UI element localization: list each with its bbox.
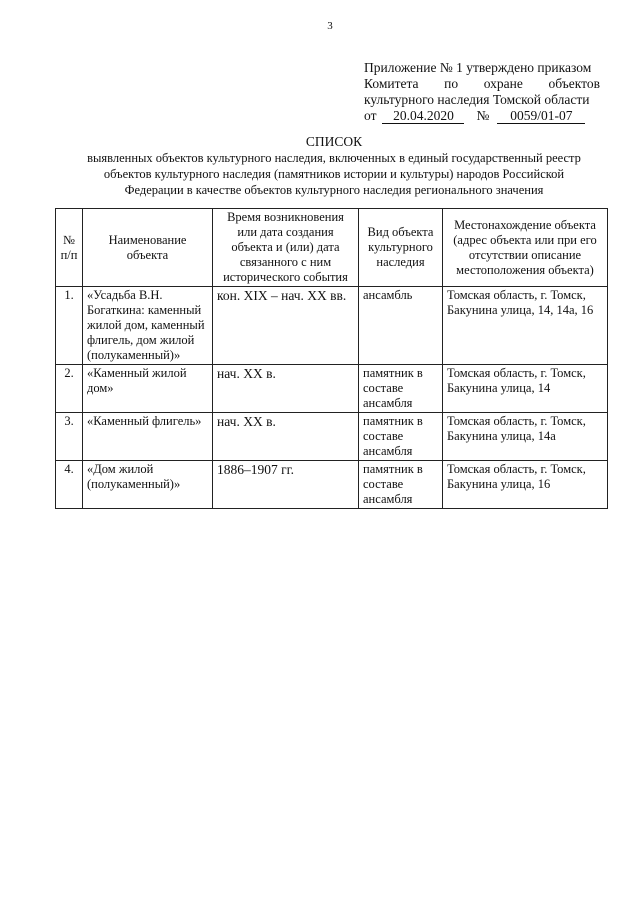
column-header-name: Наименование объекта <box>83 209 213 287</box>
cell-era: 1886–1907 гг. <box>213 461 359 509</box>
heritage-objects-table <box>55 208 608 509</box>
cell-kind: ансамбль <box>359 287 443 365</box>
cell-kind: памятник в составе ансамбля <box>359 365 443 413</box>
column-header-number: № п/п <box>56 209 83 287</box>
document-subtitle <box>60 150 608 198</box>
approval-line-3: культурного наследия Томской области <box>364 92 590 107</box>
cell-kind: памятник в составе ансамбля <box>359 413 443 461</box>
approval-line-2 <box>364 76 600 92</box>
column-header-kind: Вид объекта культурного наследия <box>359 209 443 287</box>
subtitle-line: объектов культурного наследия (памятников истории и культуры) народов Российской <box>103 167 565 181</box>
cell-kind: памятник в составе ансамбля <box>359 461 443 509</box>
approval-word: объектов <box>548 76 600 91</box>
approval-word: по <box>444 76 459 91</box>
approval-line-1: Приложение № 1 утверждено приказом <box>364 60 592 75</box>
cell-era: нач. XX в. <box>213 413 359 461</box>
document-title: СПИСОК <box>305 134 363 149</box>
cell-number: 3. <box>56 413 83 461</box>
cell-name: «Каменный жилой дом» <box>83 365 213 413</box>
cell-location: Томская область, г. Томск, Бакунина улица, 16 <box>443 461 608 509</box>
cell-name: «Дом жилой (полукаменный)» <box>83 461 213 509</box>
approval-word: охране <box>483 76 523 91</box>
approval-stamp <box>364 60 600 124</box>
column-header-location: Местонахождение объекта (адрес объекта или при его отсутствии описание местоположения объекта) <box>443 209 608 287</box>
cell-location: Томская область, г. Томск, Бакунина улица, 14а <box>443 413 608 461</box>
order-number: 0059/01-07 <box>497 109 585 124</box>
order-date: 20.04.2020 <box>382 109 464 124</box>
page-number: 3 <box>327 20 333 32</box>
approval-word: Комитета <box>364 76 419 91</box>
cell-number: 2. <box>56 365 83 413</box>
table-header-row <box>56 209 608 287</box>
number-label: № <box>476 108 490 123</box>
subtitle-line: выявленных объектов культурного наследия, включенных в единый государственный реестр <box>87 151 581 165</box>
table-row <box>56 287 608 365</box>
cell-name: «Усадьба В.Н. Богаткина: каменный жилой дом, каменный флигель, дом жилой (полукаменный)» <box>83 287 213 365</box>
from-label: от <box>364 108 377 123</box>
approval-line-4 <box>364 108 600 124</box>
cell-number: 1. <box>56 287 83 365</box>
subtitle-line: Федерации в качестве объектов культурного наследия регионального значения <box>124 183 544 197</box>
cell-era: нач. XX в. <box>213 365 359 413</box>
cell-name: «Каменный флигель» <box>83 413 213 461</box>
column-header-era: Время возникновения или дата создания объекта и (или) дата связанного с ним исторического события <box>213 209 359 287</box>
table-row <box>56 413 608 461</box>
cell-location: Томская область, г. Томск, Бакунина улица, 14 <box>443 365 608 413</box>
table-row <box>56 365 608 413</box>
table-row <box>56 461 608 509</box>
cell-number: 4. <box>56 461 83 509</box>
cell-era: кон. XIX – нач. XX вв. <box>213 287 359 365</box>
cell-location: Томская область, г. Томск, Бакунина улица, 14, 14а, 16 <box>443 287 608 365</box>
